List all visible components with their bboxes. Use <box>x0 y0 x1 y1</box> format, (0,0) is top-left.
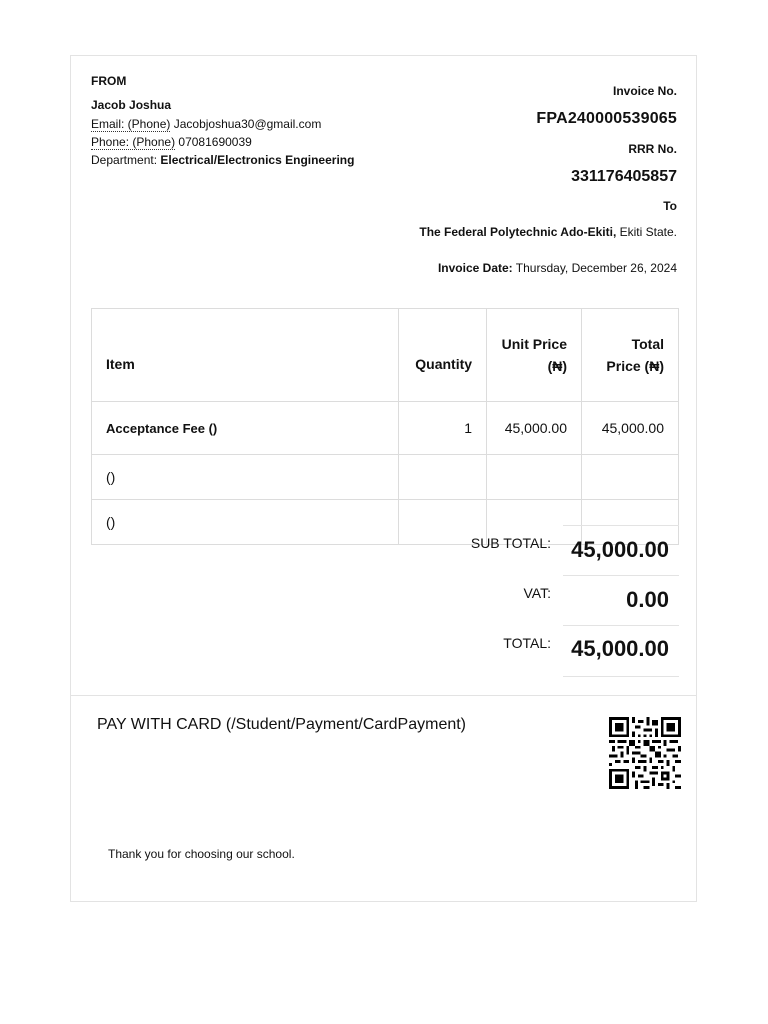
invoice-date-line <box>438 261 677 275</box>
row-quantity <box>399 455 487 500</box>
recipient-name: The Federal Polytechnic Ado-Ekiti, <box>419 225 617 239</box>
sender-phone-line <box>91 135 252 149</box>
table-row <box>92 455 679 500</box>
row-total-price <box>582 455 679 500</box>
phone-label: Phone: (Phone) <box>91 135 176 149</box>
sender-phone: 07081690039 <box>178 135 252 149</box>
section-divider <box>71 695 696 696</box>
table-row <box>92 402 679 455</box>
rrr-no-label: RRR No. <box>628 142 677 156</box>
header-unit-price-line2: (₦) <box>547 358 567 374</box>
subtotal-label: SUB TOTAL: <box>470 535 551 551</box>
qr-code-icon <box>609 717 681 789</box>
header-item: Item <box>92 309 399 402</box>
vat-label: VAT: <box>523 585 551 601</box>
subtotal-value: 45,000.00 <box>571 537 669 562</box>
row-unit-price <box>487 455 582 500</box>
header-total-price <box>582 309 679 402</box>
sender-email: Jacobjoshua30@gmail.com <box>173 117 322 131</box>
vat-value: 0.00 <box>626 587 669 612</box>
header-unit-price-line1: Unit Price <box>501 336 567 352</box>
total-label: TOTAL: <box>503 635 551 651</box>
sender-email-line <box>91 117 321 131</box>
email-label: Email: (Phone) <box>91 117 171 131</box>
items-table <box>91 308 679 545</box>
row-total-price: 45,000.00 <box>582 402 679 455</box>
recipient-line <box>419 225 677 239</box>
row-item: () <box>92 455 399 500</box>
row-item: () <box>92 500 399 545</box>
invoice-card <box>70 55 697 902</box>
row-unit-price: 45,000.00 <box>487 402 582 455</box>
thank-you-note: Thank you for choosing our school. <box>108 847 295 861</box>
total-value: 45,000.00 <box>571 636 669 661</box>
header-unit-price <box>487 309 582 402</box>
recipient-state: Ekiti State. <box>619 225 677 239</box>
row-quantity: 1 <box>399 402 487 455</box>
invoice-no: FPA240000539065 <box>536 110 677 127</box>
table-header-row <box>92 309 679 402</box>
from-label: FROM <box>91 74 127 88</box>
to-label: To <box>663 199 677 213</box>
sender-department-line <box>91 153 354 167</box>
invoice-date: Thursday, December 26, 2024 <box>515 261 677 275</box>
header-total-price-line1: Total <box>631 336 664 352</box>
invoice-no-label: Invoice No. <box>612 84 677 98</box>
row-item: Acceptance Fee () <box>92 402 399 455</box>
header-quantity: Quantity <box>399 309 487 402</box>
sender-name: Jacob Joshua <box>91 98 172 112</box>
header-total-price-line2: Price (₦) <box>606 358 664 374</box>
rrr-no: 331176405857 <box>571 168 677 185</box>
department-label: Department: <box>91 153 158 167</box>
sender-department: Electrical/Electronics Engineering <box>160 153 355 167</box>
invoice-date-label: Invoice Date: <box>437 261 513 275</box>
pay-with-card-link[interactable]: PAY WITH CARD (/Student/Payment/CardPayment) <box>97 716 467 733</box>
